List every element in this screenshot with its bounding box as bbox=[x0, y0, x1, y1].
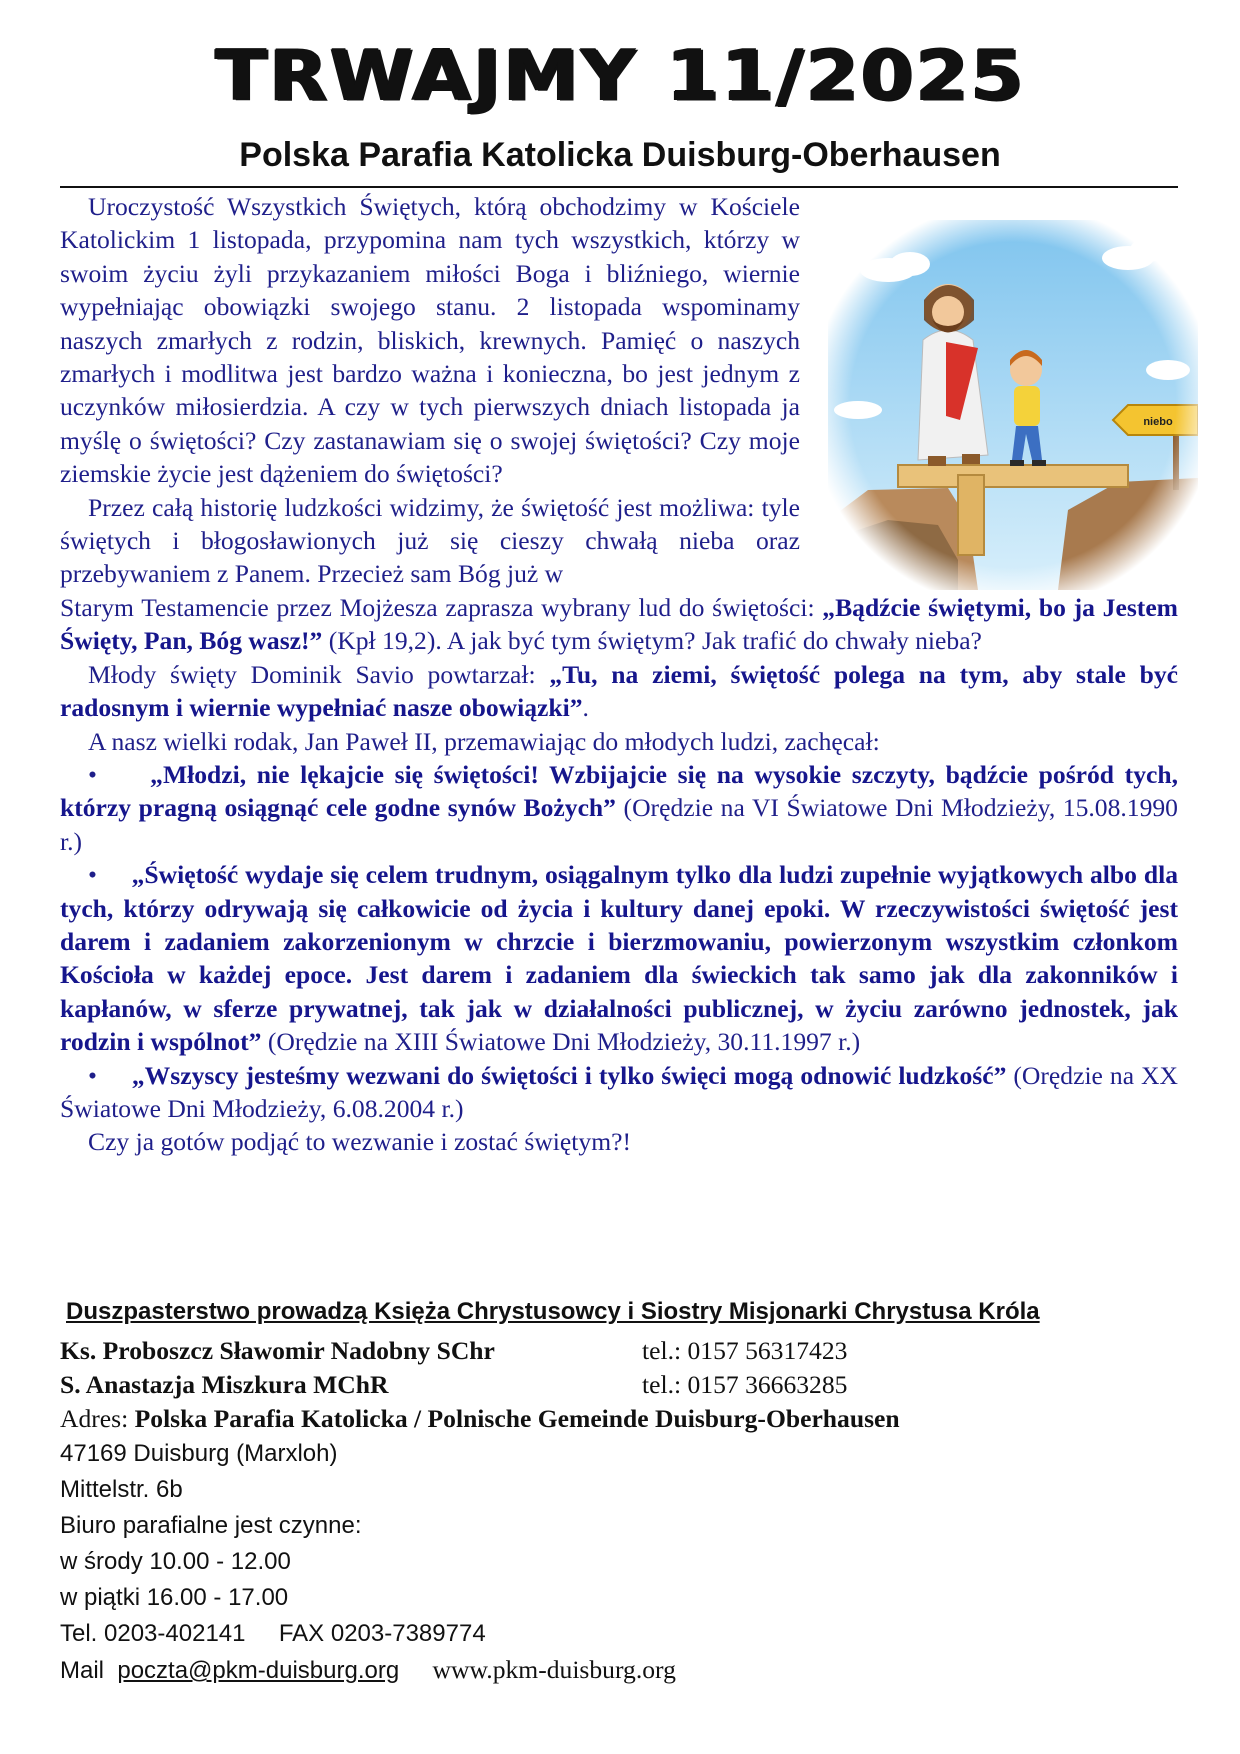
phone-fax-line bbox=[60, 1616, 1178, 1652]
article-paragraph: Młody święty Dominik Savio powtarzał: „Tu, na ziemi, świętość polega na tym, aby stale być radosnym i wiernie wypełniać nasze obowiązki”. bbox=[60, 659, 1178, 723]
contact-phone: tel.: 0157 36663285 bbox=[642, 1370, 848, 1399]
office-hours-label: Biuro parafialne jest czynne: bbox=[60, 1512, 362, 1539]
website-link[interactable]: www.pkm-duisburg.org bbox=[432, 1655, 676, 1684]
closing-question: Czy ja gotów podjąć to wezwanie i zostać świętym?! bbox=[88, 1127, 631, 1157]
contact-footer bbox=[60, 1298, 1178, 1689]
office-phone: Tel. 0203-402141 bbox=[60, 1620, 246, 1647]
article-paragraph: A nasz wielki rodak, Jan Paweł II, przemawiając do młodych ludzi, zachęcał: bbox=[88, 726, 880, 756]
article-body bbox=[60, 190, 1178, 1159]
address-street: Mittelstr. 6b bbox=[60, 1476, 183, 1503]
article-paragraph: Przez całą historię ludzkości widzimy, że świętość jest możliwa: tyle świętych i błogosławionych już się cieszy chwałą nieba oraz przebywaniem z Panem. Przecież sam Bóg już w bbox=[60, 492, 800, 589]
address-row bbox=[60, 1402, 1178, 1436]
address-name: Polska Parafia Katolicka / Polnische Gemeinde Duisburg-Oberhausen bbox=[134, 1404, 900, 1433]
mail-line: Mail poczta@pkm-duisburg.org www.pkm-duisburg.org bbox=[60, 1655, 676, 1684]
header-divider bbox=[60, 186, 1178, 188]
contact-name: S. Anastazja Miszkura MChR bbox=[60, 1370, 389, 1399]
office-fax: FAX 0203-7389774 bbox=[278, 1620, 486, 1647]
contact-row bbox=[60, 1334, 1178, 1368]
parish-name: Polska Parafia Katolicka Duisburg-Oberhausen bbox=[239, 136, 1001, 174]
contact-row bbox=[60, 1368, 1178, 1402]
address-city: 47169 Duisburg (Marxloh) bbox=[60, 1440, 338, 1467]
contact-phone: tel.: 0157 56317423 bbox=[642, 1336, 848, 1365]
address-label: Adres: bbox=[60, 1404, 129, 1433]
quote-bullet: • „Wszyscy jesteśmy wezwani do świętości i tylko święci mogą odnowić ludzkość” (Orędzie na XX Światowe Dni Młodzieży, 6.08.2004 r.) bbox=[60, 1060, 1179, 1123]
scripture-quote: „Bądźcie świętymi, bo ja Jestem Święty, Pan, Bóg wasz!” bbox=[60, 592, 1178, 656]
savio-quote: „Tu, na ziemi, świętość polega na tym, aby stale być radosnym i wiernie wypełniać nasze obowiązki” bbox=[60, 659, 1178, 723]
article-paragraph: Uroczystość Wszystkich Świętych, którą obchodzimy w Kościele Katolickim 1 listopada, przypomina nam tych wszystkich, którzy w swoim życiu żyli przykazaniem miłości Boga i bliźniego, wiernie wypełniając obowiązki swojego stanu. 2 listopada wspominamy naszych zmarłych z rodzin, bliskich, krewnych. Pamięć o naszych zmarłych i modlitwa jest bardzo ważna i konieczna, bo jest jednym z uczynków miłosierdzia. A czy w tych pierwszych dniach listopada ja myślę o świętości? Czy zastanawiam się o swojej świętości? Czy moje ziemskie życie jest dążeniem do świętości? bbox=[60, 192, 800, 489]
quote-bullet: • „Młodzi, nie lękajcie się świętości! Wzbijajcie się na wysokie szczyty, bądźcie pośród tych, którzy pragną osiągnąć cele godne synów Bożych” (Orędzie na VI Światowe Dni Młodzieży, 15.08.1990 r.) bbox=[60, 759, 1178, 856]
office-hours-wednesday: w środy 10.00 - 12.00 bbox=[60, 1548, 291, 1575]
office-hours-friday: w piątki 16.00 - 17.00 bbox=[60, 1584, 289, 1611]
email-link[interactable]: poczta@pkm-duisburg.org bbox=[117, 1657, 400, 1684]
contact-name: Ks. Proboszcz Sławomir Nadobny SChr bbox=[60, 1336, 495, 1365]
article-paragraph: Starym Testamencie przez Mojżesza zaprasza wybrany lud do świętości: „Bądźcie świętymi, bo ja Jestem Święty, Pan, Bóg wasz!” (Kpł 19,2). A jak być tym świętym? Jak trafić do chwały nieba? bbox=[60, 592, 1178, 656]
pastoral-care-heading: Duszpasterstwo prowadzą Księża Chrystusowcy i Siostry Misjonarki Chrystusa Króla bbox=[66, 1298, 1040, 1325]
quote-bullet: • „Świętość wydaje się celem trudnym, osiągalnym tylko dla ludzi zupełnie wyjątkowych albo dla tych, którzy odrywają się całkowicie od życia i kultury danej epoki. W rzeczywistości świętość jest darem i zadaniem zakorzenionym w chrzcie i bierzmowaniu, powierzonym wszystkim członkom Kościoła w każdej epoce. Jest darem i zadaniem dla świeckich tak samo jak dla zakonników i kapłanów, w sferze prywatnej, tak jak w działalności publicznej, w życiu zarówno jednostek, jak rodzin i wspólnot” (Orędzie na XIII Światowe Dni Młodzieży, 30.11.1997 r.) bbox=[60, 860, 1178, 1057]
newsletter-title: TRWAJMY 11/2025 bbox=[214, 33, 1026, 116]
